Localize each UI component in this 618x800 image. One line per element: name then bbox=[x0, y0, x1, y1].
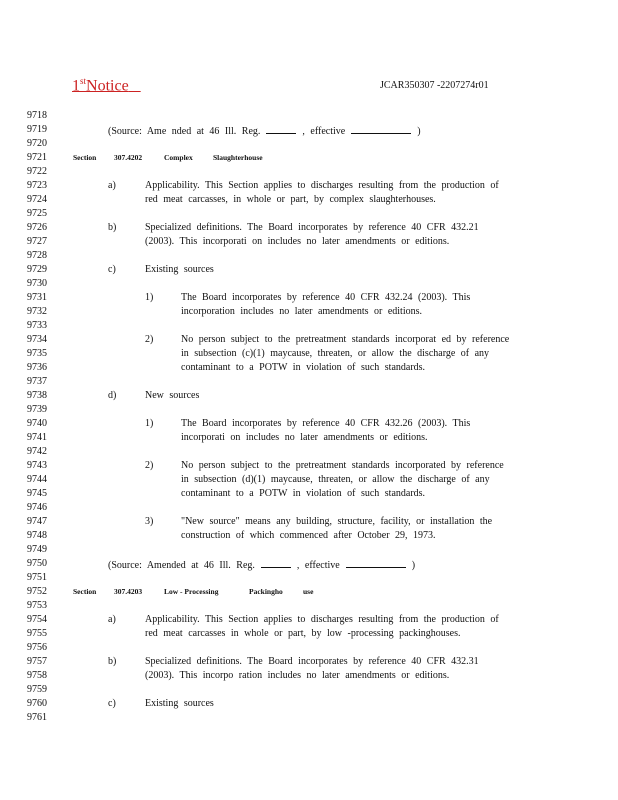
subsection-label: a) bbox=[108, 614, 116, 625]
line-number: 9730 bbox=[27, 278, 47, 289]
section-label: Section bbox=[73, 153, 97, 162]
notice-word: Notice bbox=[86, 77, 129, 95]
item-label: 1) bbox=[145, 292, 154, 303]
section-label: Section bbox=[73, 587, 97, 596]
body-line: in subsection (d)(1) maycause, threaten, or allow the discharge of any bbox=[181, 474, 490, 485]
body-line: No person subject to the pretreatment standards incorporat ed by reference bbox=[181, 334, 510, 345]
line-number: 9724 bbox=[27, 194, 47, 205]
line-number: 9720 bbox=[27, 138, 47, 149]
section-title-word: Packingho bbox=[249, 587, 283, 596]
line-number: 9753 bbox=[27, 600, 47, 611]
line-number: 9721 bbox=[27, 152, 47, 163]
section-number: 307.4203 bbox=[114, 587, 143, 596]
subsection-label: b) bbox=[108, 222, 117, 233]
subsection-label: b) bbox=[108, 656, 117, 667]
body-line: incorporati on includes no later amendments or editions. bbox=[181, 432, 428, 443]
line-number: 9752 bbox=[27, 586, 47, 597]
line-number: 9750 bbox=[27, 558, 47, 569]
effective-blank bbox=[346, 558, 406, 568]
body-line: red meat carcasses in whole or part, by low -processing packinghouses. bbox=[145, 628, 461, 639]
line-number: 9726 bbox=[27, 222, 47, 233]
reg-blank bbox=[261, 558, 291, 568]
line-number: 9727 bbox=[27, 236, 47, 247]
line-number: 9736 bbox=[27, 362, 47, 373]
line-number: 9751 bbox=[27, 572, 47, 583]
notice-number: 1 bbox=[72, 77, 80, 95]
line-number: 9729 bbox=[27, 264, 47, 275]
line-number: 9731 bbox=[27, 292, 47, 303]
line-number: 9748 bbox=[27, 530, 47, 541]
source-note bbox=[108, 124, 421, 138]
line-number: 9728 bbox=[27, 250, 47, 261]
body-line: Applicability. This Section applies to discharges resulting from the production of bbox=[145, 180, 499, 191]
body-line: The Board incorporates by reference 40 CFR 432.24 (2003). This bbox=[181, 292, 471, 303]
line-number: 9756 bbox=[27, 642, 47, 653]
line-number: 9739 bbox=[27, 404, 47, 415]
source-note-text: (Source: Ame nded at 46 Ill. Reg. bbox=[108, 126, 261, 137]
source-note-close: ) bbox=[411, 560, 416, 571]
line-number: 9743 bbox=[27, 460, 47, 471]
body-line: No person subject to the pretreatment standards incorporated by reference bbox=[181, 460, 504, 471]
line-number: 9760 bbox=[27, 698, 47, 709]
line-number: 9761 bbox=[27, 712, 47, 723]
body-line: The Board incorporates by reference 40 CFR 432.26 (2003). This bbox=[181, 418, 471, 429]
document-id: JCAR350307 -2207274r01 bbox=[380, 80, 489, 91]
body-line: Applicability. This Section applies to discharges resulting from the production of bbox=[145, 614, 499, 625]
line-number: 9745 bbox=[27, 488, 47, 499]
body-line: in subsection (c)(1) maycause, threaten, or allow the discharge of any bbox=[181, 348, 490, 359]
section-title-word: Low - Processing bbox=[164, 587, 219, 596]
line-number: 9758 bbox=[27, 670, 47, 681]
line-number: 9749 bbox=[27, 544, 47, 555]
item-label: 1) bbox=[145, 418, 154, 429]
body-line: Specialized definitions. The Board incorporates by reference 40 CFR 432.31 bbox=[145, 656, 479, 667]
line-number: 9746 bbox=[27, 502, 47, 513]
line-number: 9757 bbox=[27, 656, 47, 667]
body-line: contaminant to a POTW in violation of such standards. bbox=[181, 488, 426, 499]
subsection-label: c) bbox=[108, 264, 116, 275]
body-line: Existing sources bbox=[145, 264, 214, 275]
source-note-close: ) bbox=[417, 126, 421, 137]
body-line: (2003). This incorpo ration includes no later amendments or editions. bbox=[145, 670, 450, 681]
line-number: 9747 bbox=[27, 516, 47, 527]
line-number: 9732 bbox=[27, 306, 47, 317]
line-number: 9734 bbox=[27, 334, 47, 345]
line-number: 9738 bbox=[27, 390, 47, 401]
section-title-word: use bbox=[303, 587, 314, 596]
body-line: Specialized definitions. The Board incorporates by reference 40 CFR 432.21 bbox=[145, 222, 479, 233]
line-number: 9741 bbox=[27, 432, 47, 443]
line-number: 9737 bbox=[27, 376, 47, 387]
reg-blank bbox=[266, 124, 296, 134]
section-title-word: Slaughterhouse bbox=[213, 153, 263, 162]
line-number: 9742 bbox=[27, 446, 47, 457]
line-number: 9759 bbox=[27, 684, 47, 695]
line-number: 9755 bbox=[27, 628, 47, 639]
body-line: incorporation includes no later amendments or editions. bbox=[181, 306, 422, 317]
line-number: 9733 bbox=[27, 320, 47, 331]
body-line: "New source" means any building, structure, facility, or installation the bbox=[181, 516, 493, 527]
notice-superscript: st bbox=[80, 76, 87, 86]
body-line: red meat carcasses, in whole or part, by complex slaughterhouses. bbox=[145, 194, 436, 205]
source-note-effective: , effective bbox=[302, 126, 346, 137]
line-number: 9723 bbox=[27, 180, 47, 191]
section-title-word: Complex bbox=[164, 153, 193, 162]
line-number: 9740 bbox=[27, 418, 47, 429]
item-label: 2) bbox=[145, 460, 154, 471]
source-note bbox=[108, 558, 415, 572]
line-number: 9725 bbox=[27, 208, 47, 219]
source-note-text: (Source: Amended at 46 Ill. Reg. bbox=[108, 560, 255, 571]
body-line: New sources bbox=[145, 390, 200, 401]
body-line: Existing sources bbox=[145, 698, 214, 709]
line-number: 9735 bbox=[27, 348, 47, 359]
line-number: 9722 bbox=[27, 166, 47, 177]
effective-blank bbox=[351, 124, 411, 134]
section-number: 307.4202 bbox=[114, 153, 143, 162]
subsection-label: c) bbox=[108, 698, 116, 709]
line-number: 9718 bbox=[27, 110, 47, 121]
subsection-label: a) bbox=[108, 180, 116, 191]
line-number: 9754 bbox=[27, 614, 47, 625]
line-number: 9744 bbox=[27, 474, 47, 485]
item-label: 2) bbox=[145, 334, 154, 345]
source-note-effective: , effective bbox=[296, 560, 340, 571]
subsection-label: d) bbox=[108, 390, 117, 401]
body-line: contaminant to a POTW in violation of such standards. bbox=[181, 362, 426, 373]
item-label: 3) bbox=[145, 516, 154, 527]
line-number: 9719 bbox=[27, 124, 47, 135]
body-line: construction of which commenced after October 29, 1973. bbox=[181, 530, 436, 541]
body-line: (2003). This incorporati on includes no later amendments or editions. bbox=[145, 236, 450, 247]
notice-heading bbox=[72, 76, 141, 95]
